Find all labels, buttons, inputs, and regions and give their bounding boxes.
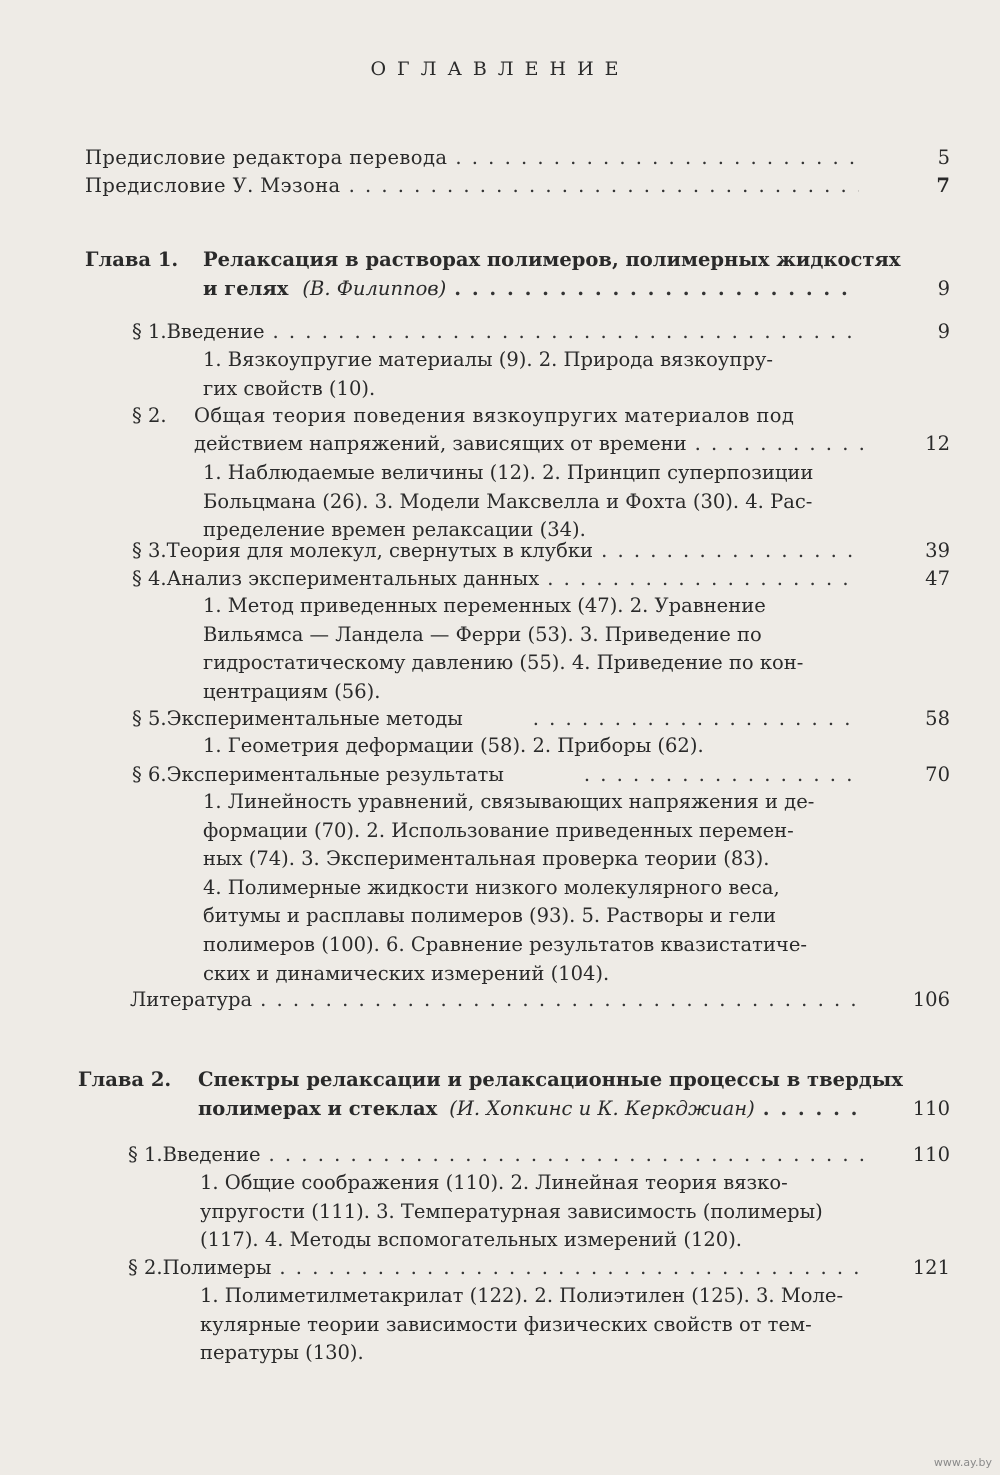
section-number: § 2. [128, 1256, 163, 1279]
leader-dots [454, 275, 859, 303]
subtopic-line: упругости (111). 3. Температурная зависимость (полимеры) [200, 1199, 823, 1223]
chapter-author: (В. Филиппов) [302, 277, 447, 300]
leader-dots [763, 1095, 869, 1123]
section-number: § 3. [132, 539, 167, 562]
section-number: § 1. [128, 1143, 163, 1166]
subtopic-line: 1. Метод приведенных переменных (47). 2. Уравнение [203, 594, 766, 617]
subtopic-line: 1. Геометрия деформации (58). 2. Приборы (62). [203, 734, 704, 757]
section-subtopics [203, 592, 883, 706]
leader-dots [260, 986, 859, 1014]
leader-dots [695, 430, 869, 458]
chapter-2-heading[interactable] [78, 1066, 903, 1094]
subtopic-line: 1. Вязкоупругие материалы (9). 2. Природа вязкоупру- [203, 348, 773, 371]
section-entry[interactable] [128, 1141, 875, 1169]
chapter-title: Релаксация в растворах полимеров, полимерных жидкостях [203, 248, 901, 271]
leader-dots [584, 761, 859, 789]
section-entry[interactable] [132, 537, 865, 565]
chapter-page: 110 [912, 1097, 950, 1120]
toc-entry-page: 7 [936, 174, 950, 197]
section-subtopics [203, 346, 863, 403]
section-title: Общая теория поведения вязкоупругих материалов под [194, 404, 795, 427]
section-title: Экспериментальные результаты [166, 763, 504, 786]
subtopic-line: Больцмана (26). 3. Модели Максвелла и Фохта (30). 4. Рас- [203, 489, 813, 513]
subtopic-line: формации (70). 2. Использование приведенных перемен- [203, 818, 794, 842]
section-title-cont: действием напряжений, зависящих от времени [194, 432, 687, 455]
section-number: § 1. [132, 320, 167, 343]
section-title: Экспериментальные методы [166, 707, 463, 730]
toc-entry-editor-preface[interactable] [85, 144, 865, 172]
chapter-author: (И. Хопкинс и К. Керкджиан) [449, 1097, 755, 1120]
subtopic-line: 1. Линейность уравнений, связывающих напряжения и де- [203, 790, 815, 813]
leader-dots [273, 318, 860, 346]
subtopic-line: 1. Общие соображения (110). 2. Линейная теория вязко- [200, 1171, 788, 1194]
subtopic-line: центрациям (56). [203, 679, 381, 703]
chapter-label: Глава 2. [78, 1068, 172, 1091]
section-title: Полимеры [162, 1256, 272, 1279]
toc-entry-label: Литература [130, 988, 253, 1011]
section-page: 39 [925, 539, 950, 562]
section-title: Анализ экспериментальных данных [166, 567, 540, 590]
section-number: § 6. [132, 763, 167, 786]
section-title: Введение [162, 1143, 261, 1166]
toc-entry-literature[interactable] [130, 986, 865, 1014]
section-entry[interactable] [132, 565, 865, 593]
subtopic-line: пературы (130). [200, 1341, 364, 1365]
subtopic-line: ных (74). 3. Экспериментальная проверка теории (83). [203, 847, 770, 871]
chapter-title: Спектры релаксации и релаксационные процессы в твердых [198, 1068, 903, 1091]
subtopic-line: гидростатическому давлению (55). 4. Приведение по кон- [203, 651, 804, 675]
section-number: § 4. [132, 567, 167, 590]
section-entry[interactable] [128, 1254, 875, 1282]
leader-dots [547, 565, 859, 593]
section-page: 47 [925, 567, 950, 590]
section-entry[interactable] [132, 761, 865, 789]
subtopic-line: пределение времен релаксации (34). [203, 518, 586, 542]
section-page: 12 [925, 432, 950, 455]
chapter-1-heading[interactable] [85, 246, 900, 274]
leader-dots [349, 172, 859, 200]
toc-entry-label: Предисловие У. Мэзона [85, 174, 341, 197]
chapter-title-cont: и гелях [203, 277, 289, 300]
section-page: 58 [925, 707, 950, 730]
section-subtopics [203, 732, 883, 761]
leader-dots [279, 1254, 869, 1282]
toc-entry-author-preface[interactable] [85, 172, 865, 200]
subtopic-line: гих свойств (10). [203, 376, 376, 400]
section-page: 70 [925, 763, 950, 786]
chapter-1-heading-cont[interactable] [203, 275, 865, 303]
section-number: § 2. [132, 404, 167, 427]
chapter-2-heading-cont[interactable] [198, 1095, 875, 1123]
watermark: www.ay.by [933, 1456, 992, 1469]
section-title: Теория для молекул, свернутых в клубки [166, 539, 594, 562]
toc-entry-page: 106 [912, 988, 950, 1011]
subtopic-line: ских и динамических измерений (104). [203, 961, 610, 985]
section-entry[interactable] [132, 402, 794, 430]
chapter-page: 9 [937, 277, 950, 300]
section-entry[interactable] [132, 318, 865, 346]
subtopic-line: битумы и расплавы полимеров (93). 5. Растворы и гели [203, 904, 776, 928]
subtopic-line: кулярные теории зависимости физических свойств от тем- [200, 1312, 812, 1336]
subtopic-line: полимеров (100). 6. Сравнение результатов квазистатиче- [203, 932, 807, 956]
leader-dots [533, 705, 859, 733]
section-subtopics [203, 459, 883, 545]
subtopic-line: 4. Полимерные жидкости низкого молекулярного веса, [203, 875, 780, 899]
section-page: 110 [912, 1143, 950, 1166]
subtopic-line: (117). 4. Методы вспомогательных измерений (120). [200, 1228, 743, 1252]
section-number: § 5. [132, 707, 167, 730]
subtopic-line: 1. Полиметилметакрилат (122). 2. Полиэтилен (125). 3. Моле- [200, 1284, 844, 1307]
chapter-label: Глава 1. [85, 248, 179, 271]
section-subtopics [200, 1282, 890, 1368]
section-entry[interactable] [132, 705, 865, 733]
toc-entry-label: Предисловие редактора перевода [85, 146, 448, 169]
section-subtopics [203, 788, 883, 988]
chapter-title-cont: полимерах и стеклах [198, 1097, 438, 1120]
section-title: Введение [166, 320, 265, 343]
subtopic-line: 1. Наблюдаемые величины (12). 2. Принцип суперпозиции [203, 461, 814, 484]
section-subtopics [200, 1169, 890, 1255]
subtopic-line: Вильямса — Ландела — Ферри (53). 3. Приведение по [203, 622, 762, 646]
section-page: 121 [912, 1256, 950, 1279]
leader-dots [601, 537, 859, 565]
page-title: ОГЛАВЛЕНИЕ [370, 58, 630, 80]
leader-dots [269, 1141, 870, 1169]
toc-entry-page: 5 [937, 146, 950, 169]
section-entry-cont[interactable] [194, 430, 875, 458]
section-page: 9 [937, 320, 950, 343]
leader-dots [455, 144, 859, 172]
